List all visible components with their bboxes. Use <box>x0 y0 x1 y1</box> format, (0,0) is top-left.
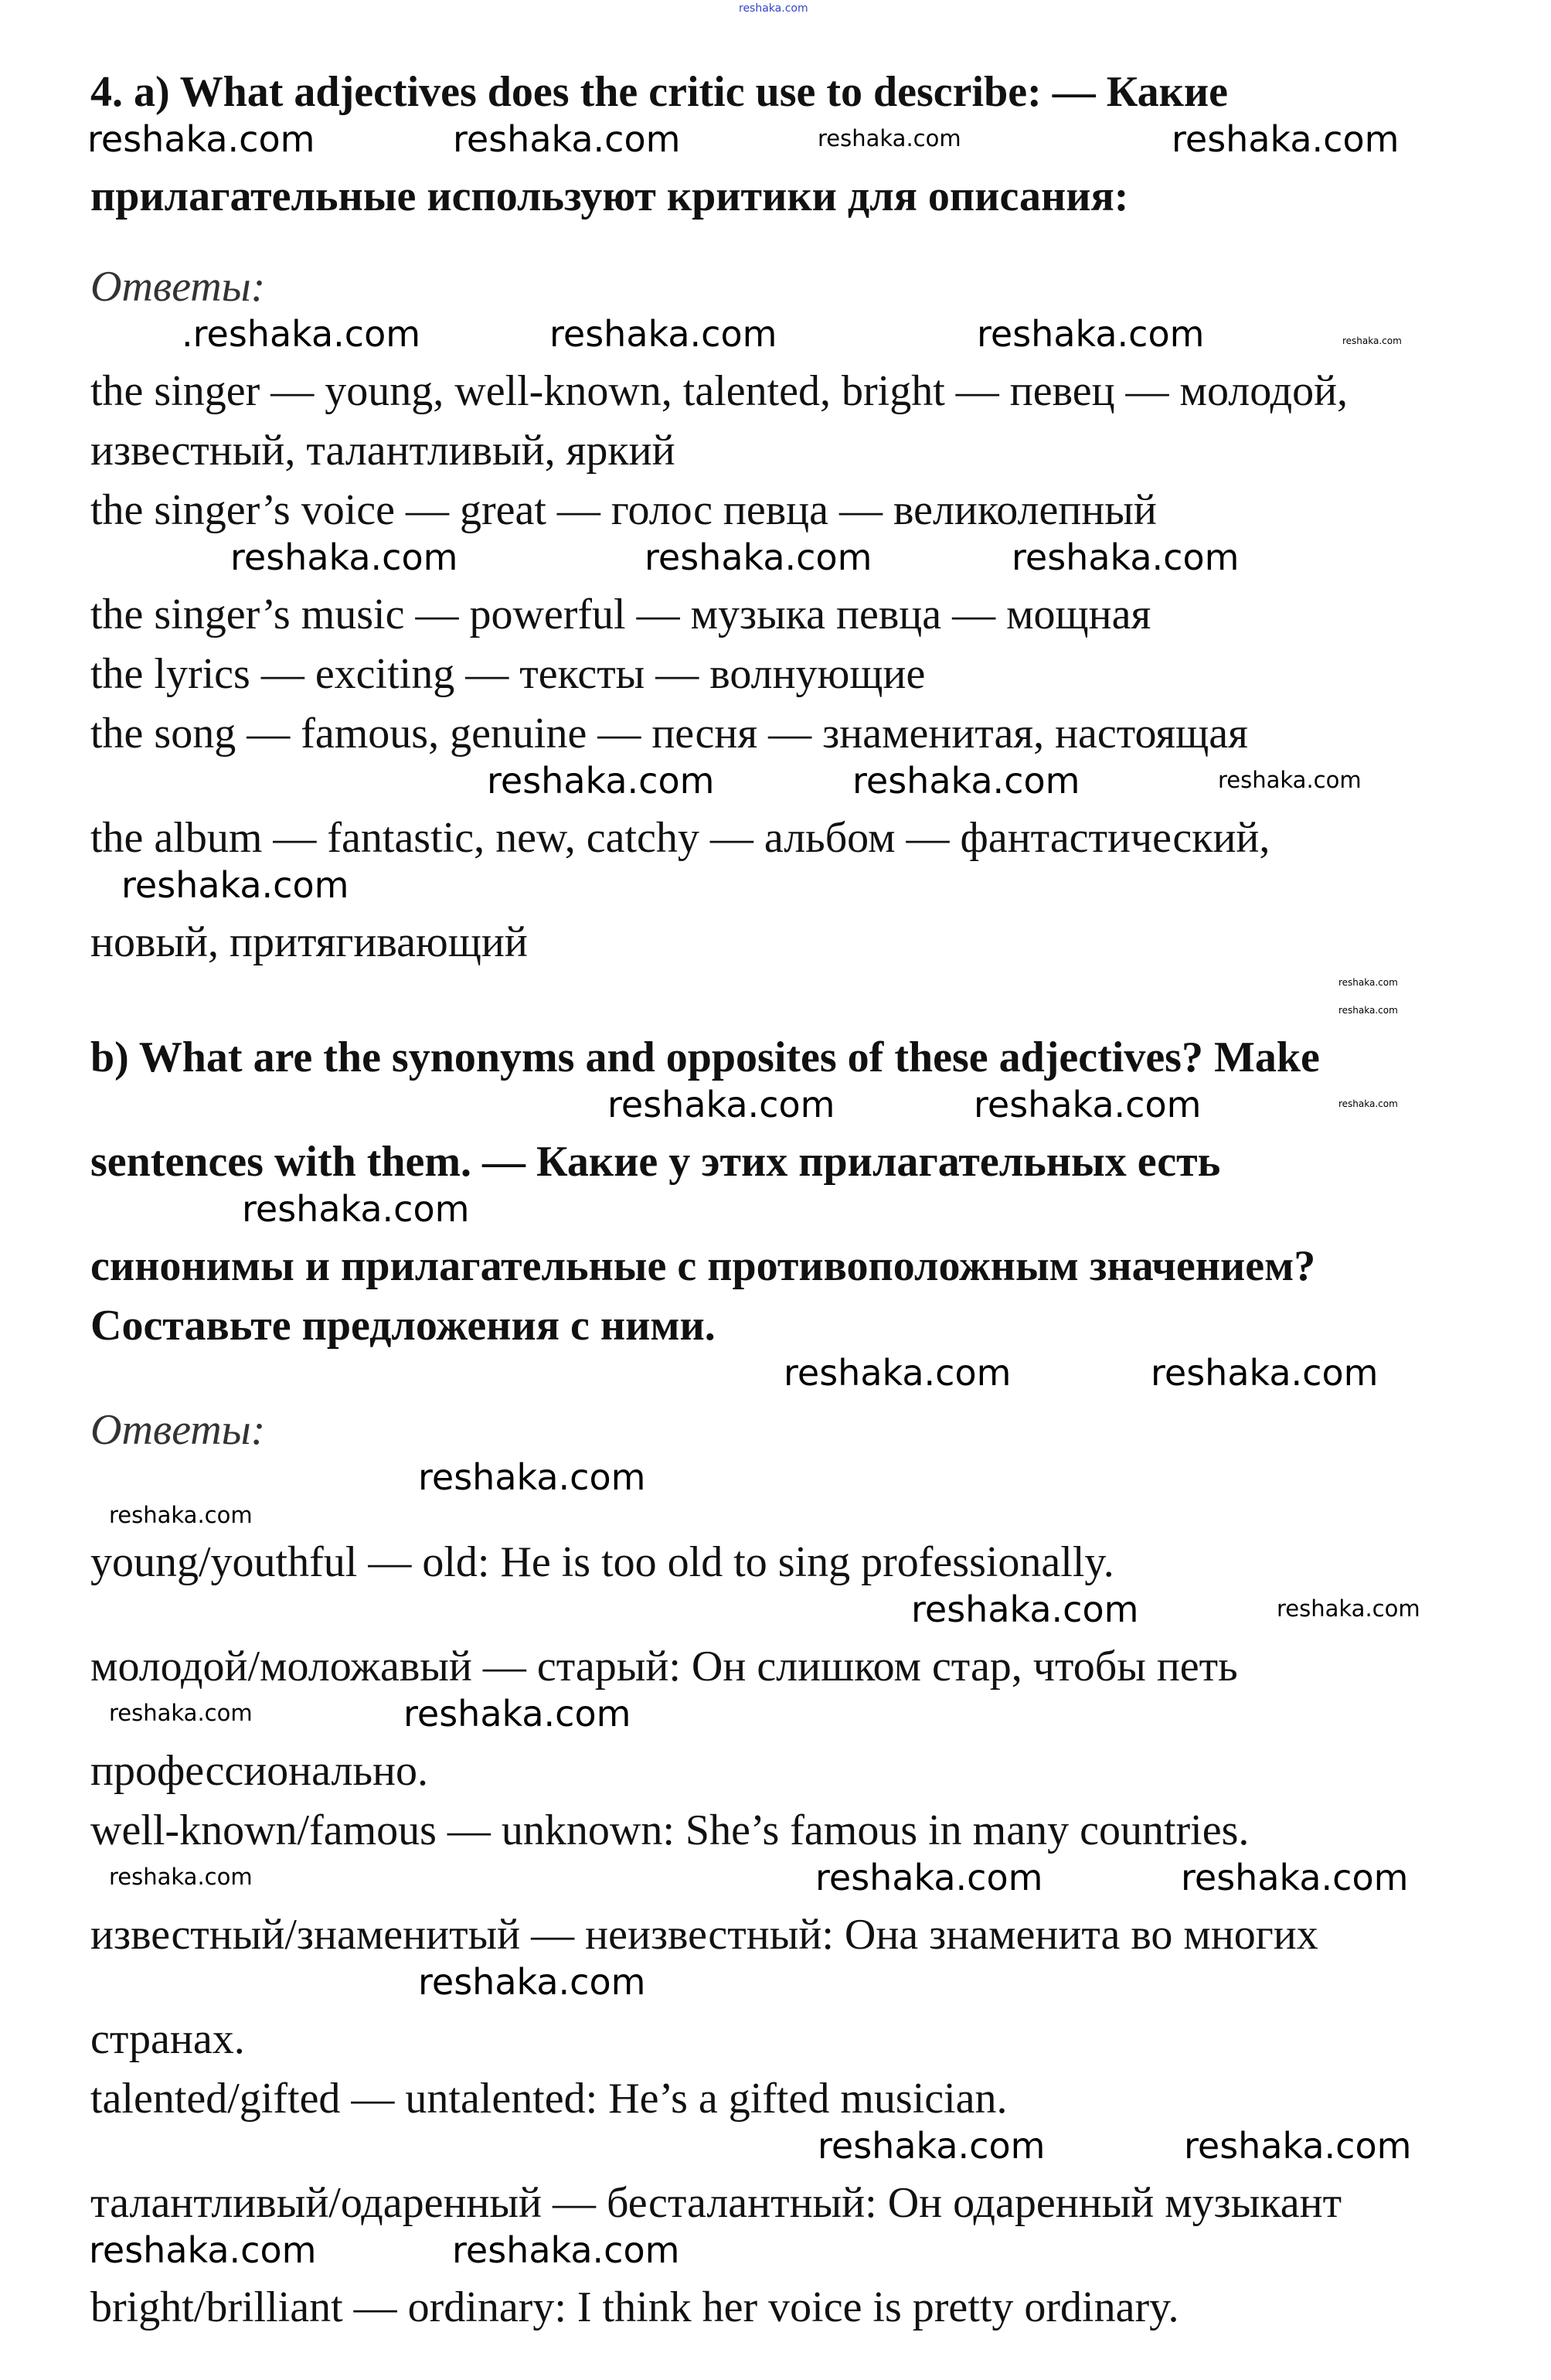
watermark: reshaka.com <box>818 125 961 152</box>
watermark: reshaka.com <box>1342 335 1402 346</box>
watermark: reshaka.com <box>418 1456 646 1498</box>
heading-b-line-1: b) What are the synonyms and opposites of these adjectives? Make <box>90 1033 1320 1081</box>
answer-line: талантливый/одаренный — бесталантный: Он одаренный музыкант <box>90 2179 1342 2227</box>
watermark: reshaka.com <box>1151 1352 1379 1394</box>
watermark-row <box>0 2125 1551 2170</box>
answer-line: the singer — young, well-known, talented, bright — певец — молодой, <box>90 367 1349 415</box>
watermark-row <box>0 2229 1551 2274</box>
watermark-row <box>0 969 1551 996</box>
watermark-row <box>0 1501 1551 1529</box>
watermark-row <box>0 864 1551 909</box>
watermark-row <box>0 536 1551 581</box>
watermark: reshaka.com <box>418 1961 646 2003</box>
watermark: reshaka.com <box>911 1588 1139 1630</box>
watermark: reshaka.com <box>784 1352 1012 1394</box>
watermark-row <box>0 1352 1551 1397</box>
watermark: reshaka.com <box>403 1693 631 1735</box>
watermark: reshaka.com <box>815 1857 1043 1898</box>
answer-line: young/youthful — old: He is too old to sing professionally. <box>90 1538 1114 1586</box>
watermark: reshaka.com <box>87 118 315 160</box>
watermark-row <box>0 1588 1551 1633</box>
watermark: reshaka.com <box>645 536 872 578</box>
answer-line: well-known/famous — unknown: She’s famous in many countries. <box>90 1806 1250 1854</box>
watermark: reshaka.com <box>109 1502 253 1528</box>
heading-a-line-2: прилагательные используют критики для описания: <box>90 172 1129 220</box>
answer-line: the album — fantastic, new, catchy — альбом — фантастический, <box>90 814 1270 862</box>
watermark: reshaka.com <box>1338 1005 1398 1016</box>
watermark-row <box>0 118 1551 163</box>
heading-a-line-1: 4. a) What adjectives does the critic use to describe: — Какие <box>90 68 1228 116</box>
answer-line: the lyrics — exciting — тексты — волнующие <box>90 650 926 698</box>
watermark-row <box>0 1961 1551 2006</box>
answer-line: новый, притягивающий <box>90 918 528 966</box>
answer-line: профессионально. <box>90 1747 428 1795</box>
watermark: reshaka.com <box>109 1700 253 1726</box>
answer-line: bright/brilliant — ordinary: I think her voice is pretty ordinary. <box>90 2283 1179 2331</box>
watermark-row <box>0 1456 1551 1501</box>
watermark: reshaka.com <box>452 2229 680 2271</box>
watermark: reshaka.com <box>549 313 777 355</box>
watermark: reshaka.com <box>818 2125 1046 2167</box>
watermark: reshaka.com <box>1338 977 1398 988</box>
watermark: reshaka.com <box>1277 1595 1420 1622</box>
watermark: reshaka.com <box>1184 2125 1412 2167</box>
heading-b-line-3: синонимы и прилагательные с противоположным значением? <box>90 1242 1316 1290</box>
watermark-row <box>0 1693 1551 1738</box>
watermark: reshaka.com <box>121 864 349 906</box>
watermark: reshaka.com <box>1012 536 1240 578</box>
answer-line: talented/gifted — untalented: He’s a gifted musician. <box>90 2075 1008 2123</box>
answer-line: известный/знаменитый — неизвестный: Она знаменита во многих <box>90 1911 1318 1959</box>
watermark: reshaka.com <box>242 1188 470 1230</box>
spacer <box>0 28 1551 59</box>
answer-line: известный, талантливый, яркий <box>90 427 675 475</box>
watermark: reshaka.com <box>852 760 1080 802</box>
watermark-top-link[interactable]: reshaka.com <box>739 2 808 15</box>
watermark: reshaka.com <box>1181 1857 1409 1898</box>
watermark-row <box>0 996 1551 1024</box>
watermark: .reshaka.com <box>182 313 421 355</box>
heading-b-line-4: Составьте предложения с ними. <box>90 1302 716 1350</box>
watermark: reshaka.com <box>89 2229 317 2271</box>
answer-line: the singer’s music — powerful — музыка певца — мощная <box>90 591 1151 638</box>
answer-line: the singer’s voice — great — голос певца — великолепный <box>90 486 1157 534</box>
watermark: reshaka.com <box>607 1084 835 1125</box>
watermark-row <box>0 313 1551 358</box>
watermark-row <box>0 1857 1551 1902</box>
watermark-row <box>0 760 1551 805</box>
answer-line: молодой/моложавый — старый: Он слишком стар, чтобы петь <box>90 1643 1238 1691</box>
watermark: reshaka.com <box>453 118 681 160</box>
watermark: reshaka.com <box>1338 1098 1398 1109</box>
answer-line: странах. <box>90 2015 245 2063</box>
watermark: reshaka.com <box>487 760 715 802</box>
spacer <box>0 223 1551 254</box>
watermark: reshaka.com <box>1218 767 1362 793</box>
heading-b-line-2: sentences with them. — Какие у этих прилагательных есть <box>90 1138 1221 1186</box>
answer-line: the song — famous, genuine — песня — знаменитая, настоящая <box>90 710 1248 758</box>
answers-label-a: Ответы: <box>90 263 266 311</box>
watermark-row <box>0 1188 1551 1233</box>
watermark: reshaka.com <box>974 1084 1202 1125</box>
watermark-row <box>0 1084 1551 1129</box>
watermark: reshaka.com <box>109 1864 253 1890</box>
watermark: reshaka.com <box>230 536 458 578</box>
watermark: reshaka.com <box>1172 118 1400 160</box>
watermark-row <box>0 0 1551 28</box>
watermark: reshaka.com <box>977 313 1205 355</box>
answers-label-b: Ответы: <box>90 1406 266 1454</box>
